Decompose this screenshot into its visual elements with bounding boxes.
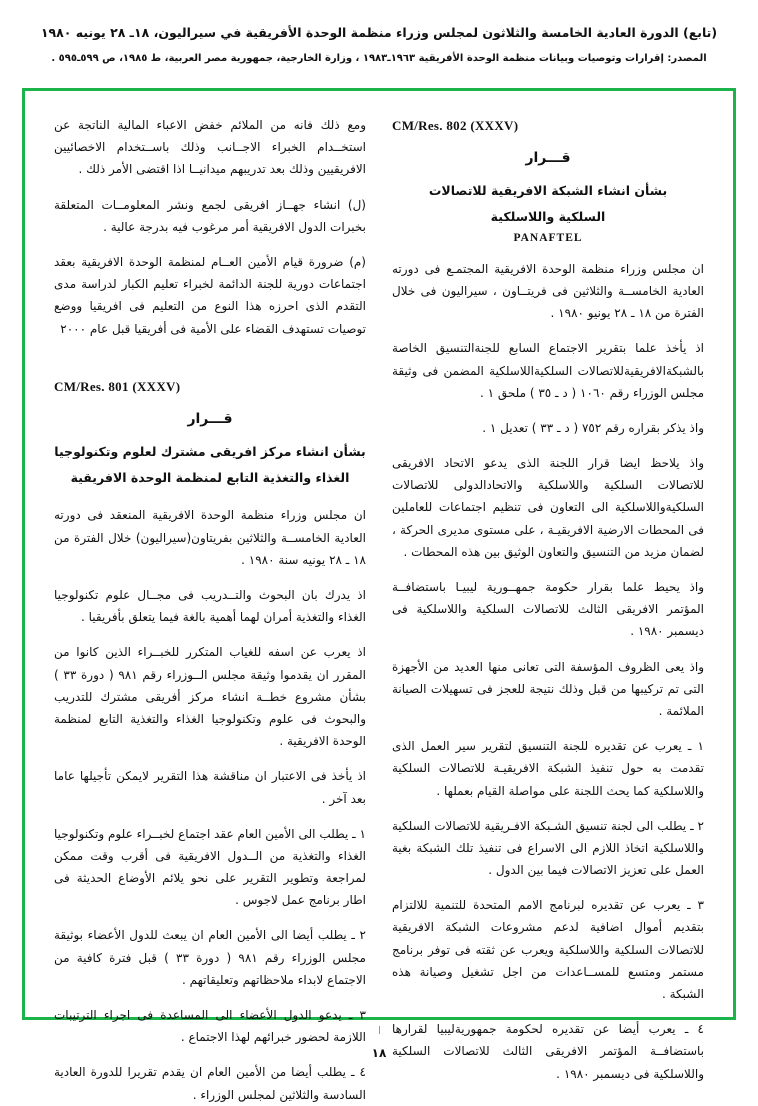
paragraph-right-8: ٢ ـ يطلب الى لجنة تنسيق الشـبكة الافـريقية للاتصالات السلكية واللاسلكية اتخاذ اللازم الى الاسراع فى تنفيذ تلك الشبكة بغية العمل على تعزيز الاتصالات فيما بين الدول . [392,818,704,878]
paragraph-right-1: ان مجلس وزراء منظمة الوحدة الافريقية المجتمـع فى دورته العادية الخامســة والثلاثين فى فريتــاون ، سيراليون فى خلال الفترة من ١٨ ـ ٢٨ يونيو ١٩٨٠ . [392,261,704,321]
center-tick-mark [379,1026,380,1034]
page-number: ١٨ [371,1046,387,1060]
paragraph-left-5: ١ ـ يطلب الى الأمين العام عقد اجتماع لخبــراء علوم وتكنولوجيا الغذاء والتغذية من الــدول الافريقية فى أقرب وقت ممكن لمراجعة وتطوير التقرير على نحو يلائم الأوضاع الحديثة فى اطار برنامج عمل لاجوس . [54,826,366,908]
column-spacer [54,353,366,375]
resolution-id-801: CM/Res. 801 (XXXV) [54,378,181,394]
paragraph-left-2: اذ يدرك بان البحوث والتــدريب فى مجــال علوم تكنولوجيا الغذاء والتغذية أمران لهما أهمية بالغة فيما يتعلق بأفريقيا . [54,588,366,625]
subject-line-2-left: الغذاء والتغذية التابع لمنظمة الوحدة الافريقية [70,469,350,485]
subject-line-1-left: بشأن انشاء مركز افريقى مشترك لعلوم وتكنولوجيا [54,443,366,459]
header-title: (تابع) الدورة العادية الخامسة والثلاثون لمجلس وزراء منظمة الوحدة الأفريقية في سيراليون، ١٨ـ ٢٨ يونيه ١٩٨٠ [40,25,718,40]
paragraph-right-9: ٣ ـ يعرب عن تقديره لبرنامج الامم المتحدة للتنمية للالتزام بتقديم أموال اضافية لدعم مشروعات الشبكة الافريقية للاتصالات السلكية واللاسلكية ويعرب عن ثقته فى توفر برنامج مستمر ومتسع للمســاعدات من اجل تشغيل وصيانة هذه الشبكة . [392,898,704,1001]
column-right [392,114,704,1081]
paragraph-left-top-3: (م) ضرورة قيام الأمين العــام لمنظمة الوحدة الافريقية بعقد اجتماعات دورية للجنة الدائمة لخبراء تعليم الكبار لدراسة مدى التقدم الذى احرزه هذا النوع من التعليم فى افريقيا ووضع توصيات تستهدف القضاء على الأمية فى أفريقيا قبل عام ٢٠٠٠ [54,254,366,336]
page-header [0,0,758,66]
paragraph-left-1: ان مجلس وزراء منظمة الوحدة الافريقية المنعقد فى دورته العادية الخامســة والثلاثين بفريتاون(سيراليون) خلال الفترة من ١٨ ـ ٢٨ يونيه سنة ١٩٨٠ . [54,508,366,567]
paragraph-left-7: ٣ ـ يدعو الدول الأعضاء الى المساعدة فى اجراء الترتيبات اللازمة لحضور خبرائهم لهذا الاجتماع . [54,1008,366,1045]
subject-spacer [54,492,366,504]
subject-line-1-right: بشأن انشاء الشبكة الافريقية للاتصالات [428,183,668,198]
paragraph-left-3: اذ يعرب عن اسفه للغياب المتكرر للخبــراء الذين كانوا من المقرر ان يقدموا وثيقة مجلس الــوزراء رقم ٩٨١ ( دورة ٣٣ ) بشأن مشروع خطــة انشاء مركز أفريقى مشترك للتدريب والبحوث فى علوم وتكنولوجيا الغذاء والتغذية التابع لمنظمة الوحدة الافريقية . [54,645,366,749]
paragraph-left-6: ٢ ـ يطلب أيضا الى الأمين العام ان يبعث للدول الأعضاء بوثيقة مجلس الوزراء رقم ٩٨١ ( دورة ٣٣ ) قبل فترة كافية من الاجتماع لابداء ملاحظاتهم وتعليقاتهم . [54,928,366,987]
paragraph-right-10: ٤ ـ يعرب أيضا عن تقديره لحكومة جمهوريةليبيا لقرارها باستضافــة المؤتمر الافريقى الثالث للاتصالات السلكية واللاسلكية فى ديسمبر ١٩٨٠ . [392,1022,704,1081]
subject-line-2-right: السلكية واللاسلكية [490,208,606,224]
header-source: المصدر: إقرارات وتوصيات وبيانات منظمة الوحدة الأفريقية ١٩٦٣ـ١٩٨٣ ، وزارة الخارجية، جمهورية مصر العربية، ط ١٩٨٥، ص ٥٩٩ـ٥٩٥ . [51,52,707,64]
panaftel-label: PANAFTEL [513,231,583,244]
column-left [54,114,366,1102]
paragraph-right-5: واذ يحيط علما بقرار حكومة جمهــورية ليبيـا باستضافــة المؤتمر الافريقى الثالث للاتصالات السلكية واللاسلكية فى ديسمبر ١٩٨٠ . [392,580,704,639]
paragraph-left-top-1: ومع ذلك فانه من الملائم خفض الاعباء المالية الناتجة عن استخــدام الخبراء الاجــانب وذلك باســتخدام الاخصائيين الافريقيين وذلك بعد تدريبهم ميدانيــا اذا اقتضى الأمر ذلك . [54,118,366,177]
paragraph-left-top-2: (ل) انشاء جهــاز افريقى لجمع ونشر المعلومــات المتعلقة بخبرات الدول الافريقية أمر مرغوب فيه بدرجة عالية . [54,197,366,234]
paragraph-right-4: واذ يلاحظ ايضا قرار اللجنة الذى يدعو الاتحاد الافريقى للاتصالات السلكية واللاسلكية والاتحادالدولى للاتصالات السلكيةواللاسلكية الى التعاون فى تنظيم اجتماعات للعاملين فى المحطات الارضية الافريقيـة ، على مستوى مديرى الحركة ، لضمان مزيد من التنسيق والتعاون الوثيق بين هذه المحطات . [392,456,704,559]
paragraph-left-8: ٤ ـ يطلب أيضا من الأمين العام ان يقدم تقريرا للدورة العادية السادسة والثلاثين لمجلس الوزراء . [54,1065,366,1102]
qarar-heading-right: قـــرار [525,150,571,166]
paragraph-right-7: ١ ـ يعرب عن تقديره للجنة التنسيق لتقرير سير العمل الذى تقدمت به حول تنفيذ الشبكة الافريقيـة للاتصالات السلكية واللاسلكية كما يحث اللجنة على مواصلة القيام بعملها . [392,739,704,798]
paragraph-right-6: واذ يعى الظروف المؤسفة التى تعانى منها العديد من الأجهزة التى تم تركيبها من قبل وذلك نتيجة للعجز فى تسهيلات الصيانة الملائمة . [392,659,704,718]
paragraph-right-2: اذ يأخذ علما بتقرير الاجتماع السابع للجنةالتنسيق الخاصة بالشبكةالافريقيةللاتصالات السلكيةاللاسلكية المضمن فى وثيقة مجلس الوزراء رقم ١٠٦٠ ( د ـ ٣٥ ) ملحق ١ . [392,341,704,400]
two-column-body [30,96,728,1102]
qarar-heading-left: قـــرار [187,410,233,427]
resolution-id-802: CM/Res. 802 (XXXV) [392,118,519,133]
paragraph-right-3: واذ يذكر بقراره رقم ٧٥٢ ( د ـ ٣٣ ) تعديل ١ . [482,420,704,435]
paragraph-left-4: اذ يأخذ فى الاعتبار ان مناقشة هذا التقرير لايمكن تأجيلها عاما بعد آخر . [54,769,366,806]
